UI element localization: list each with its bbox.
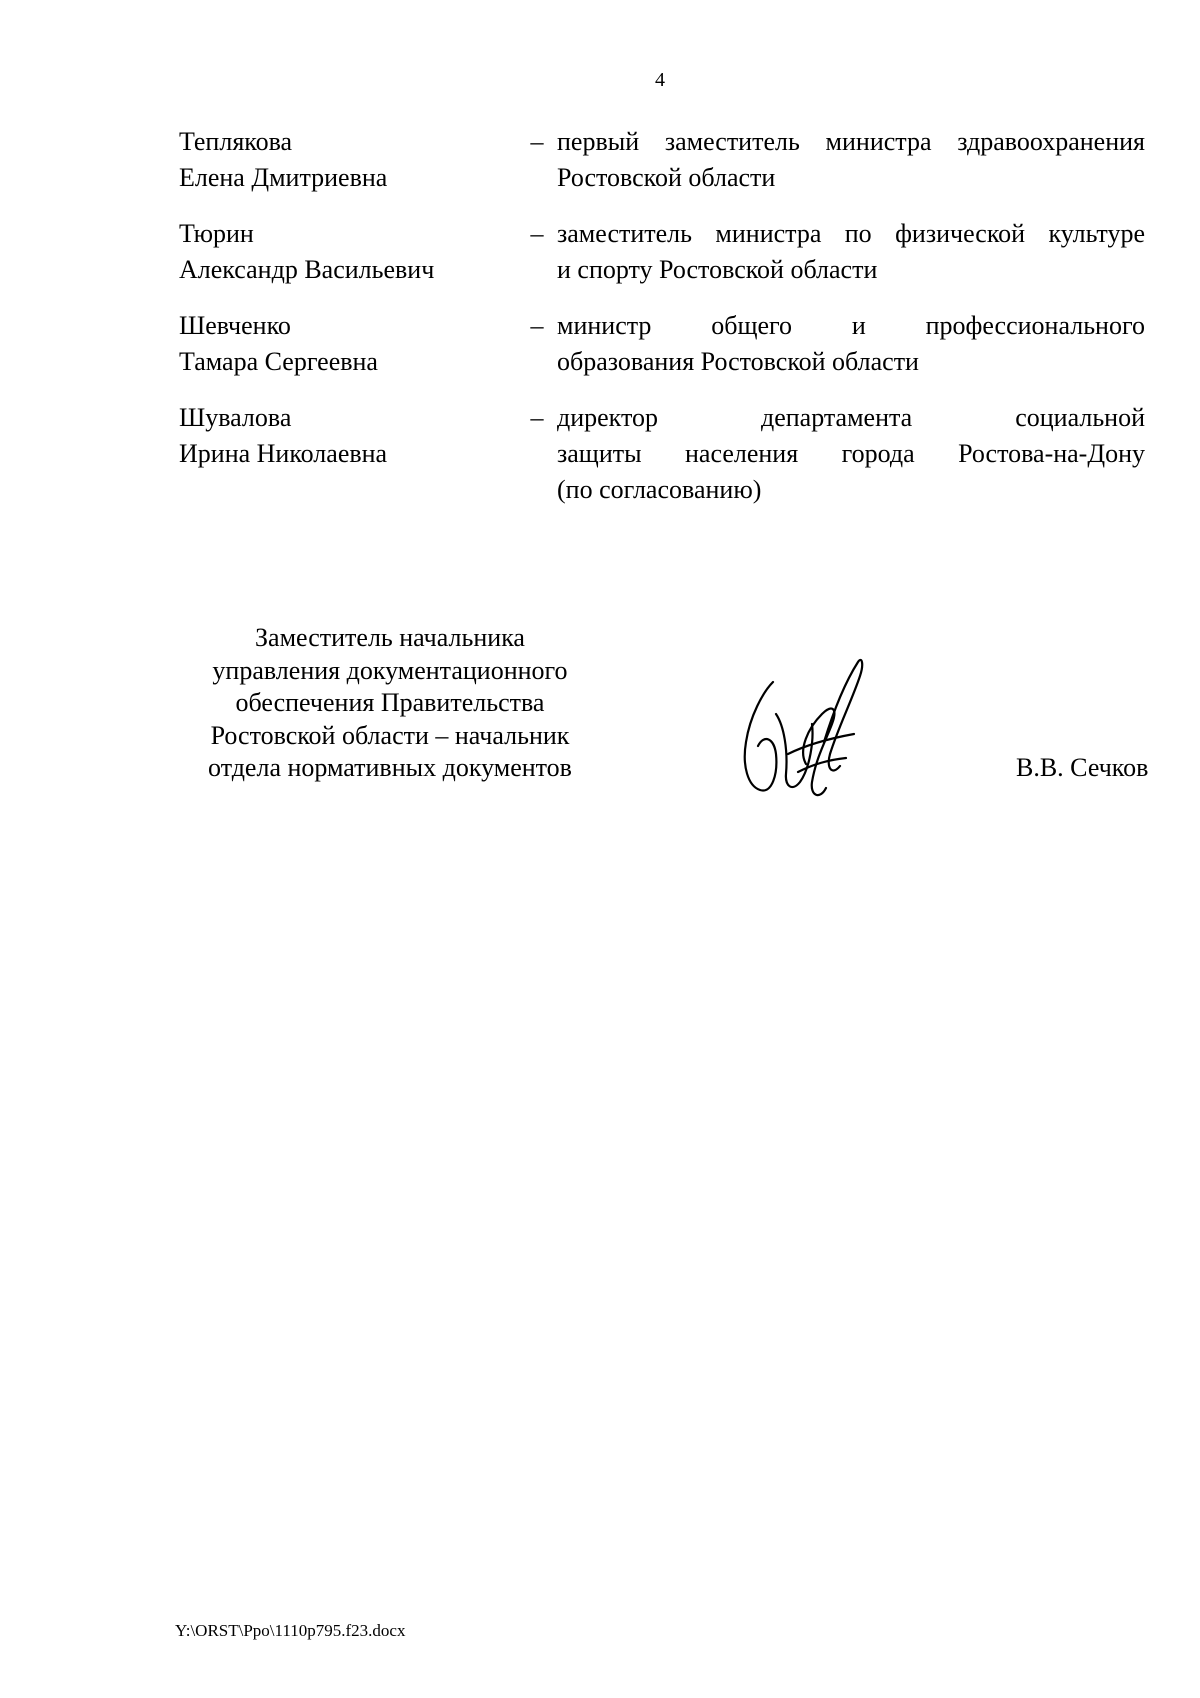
member-given-names: Елена Дмитриевна (179, 163, 388, 192)
member-role-line: заместитель министра по физической культуре (557, 219, 1145, 248)
member-given-names: Александр Васильевич (179, 255, 435, 284)
member-dash: – (530, 311, 544, 340)
member-role-line: и спорту Ростовской области (557, 255, 878, 284)
member-surname: Шевченко (179, 311, 291, 340)
signer-name: В.В. Сечков (1016, 753, 1149, 782)
signoff-title-line: Заместитель начальника (255, 623, 525, 652)
member-role-line: министр общего и профессионального (557, 311, 1145, 340)
member-dash: – (530, 127, 544, 156)
member-role (557, 124, 1145, 196)
member-role-line: защиты населения города Ростова-на-Дону (557, 439, 1145, 468)
signoff-title-line: обеспечения Правительства (235, 688, 545, 717)
member-row (179, 124, 1145, 216)
member-role (557, 308, 1145, 380)
member-surname: Теплякова (179, 127, 293, 156)
member-name (179, 400, 509, 472)
member-name (179, 124, 509, 196)
signoff-title-line: отдела нормативных документов (208, 753, 572, 782)
page-number: 4 (655, 69, 665, 91)
member-role-line: директор департамента социальной (557, 403, 1145, 432)
member-dash: – (530, 219, 544, 248)
member-dash: – (530, 403, 544, 432)
member-given-names: Тамара Сергеевна (179, 347, 378, 376)
member-role (557, 216, 1145, 288)
member-role-line: первый заместитель министра здравоохранения (557, 127, 1145, 156)
member-surname: Шувалова (179, 403, 292, 432)
member-role-line: Ростовской области (557, 163, 776, 192)
member-name (179, 216, 509, 288)
handwritten-signature (728, 654, 878, 804)
member-row (179, 308, 1145, 400)
member-role-line: (по согласованию) (557, 475, 762, 504)
member-row (179, 216, 1145, 308)
member-role-line: образования Ростовской области (557, 347, 919, 376)
signoff-title (160, 622, 620, 785)
member-surname: Тюрин (179, 219, 254, 248)
member-list (179, 124, 1145, 530)
member-row (179, 400, 1145, 530)
member-given-names: Ирина Николаевна (179, 439, 388, 468)
member-name (179, 308, 509, 380)
member-role (557, 400, 1145, 508)
signoff-title-line: Ростовской области – начальник (210, 720, 570, 750)
document-file-path: Y:\ORST\Ppo\1110p795.f23.docx (175, 1621, 406, 1640)
signoff-title-line: управления документационного (212, 655, 568, 685)
